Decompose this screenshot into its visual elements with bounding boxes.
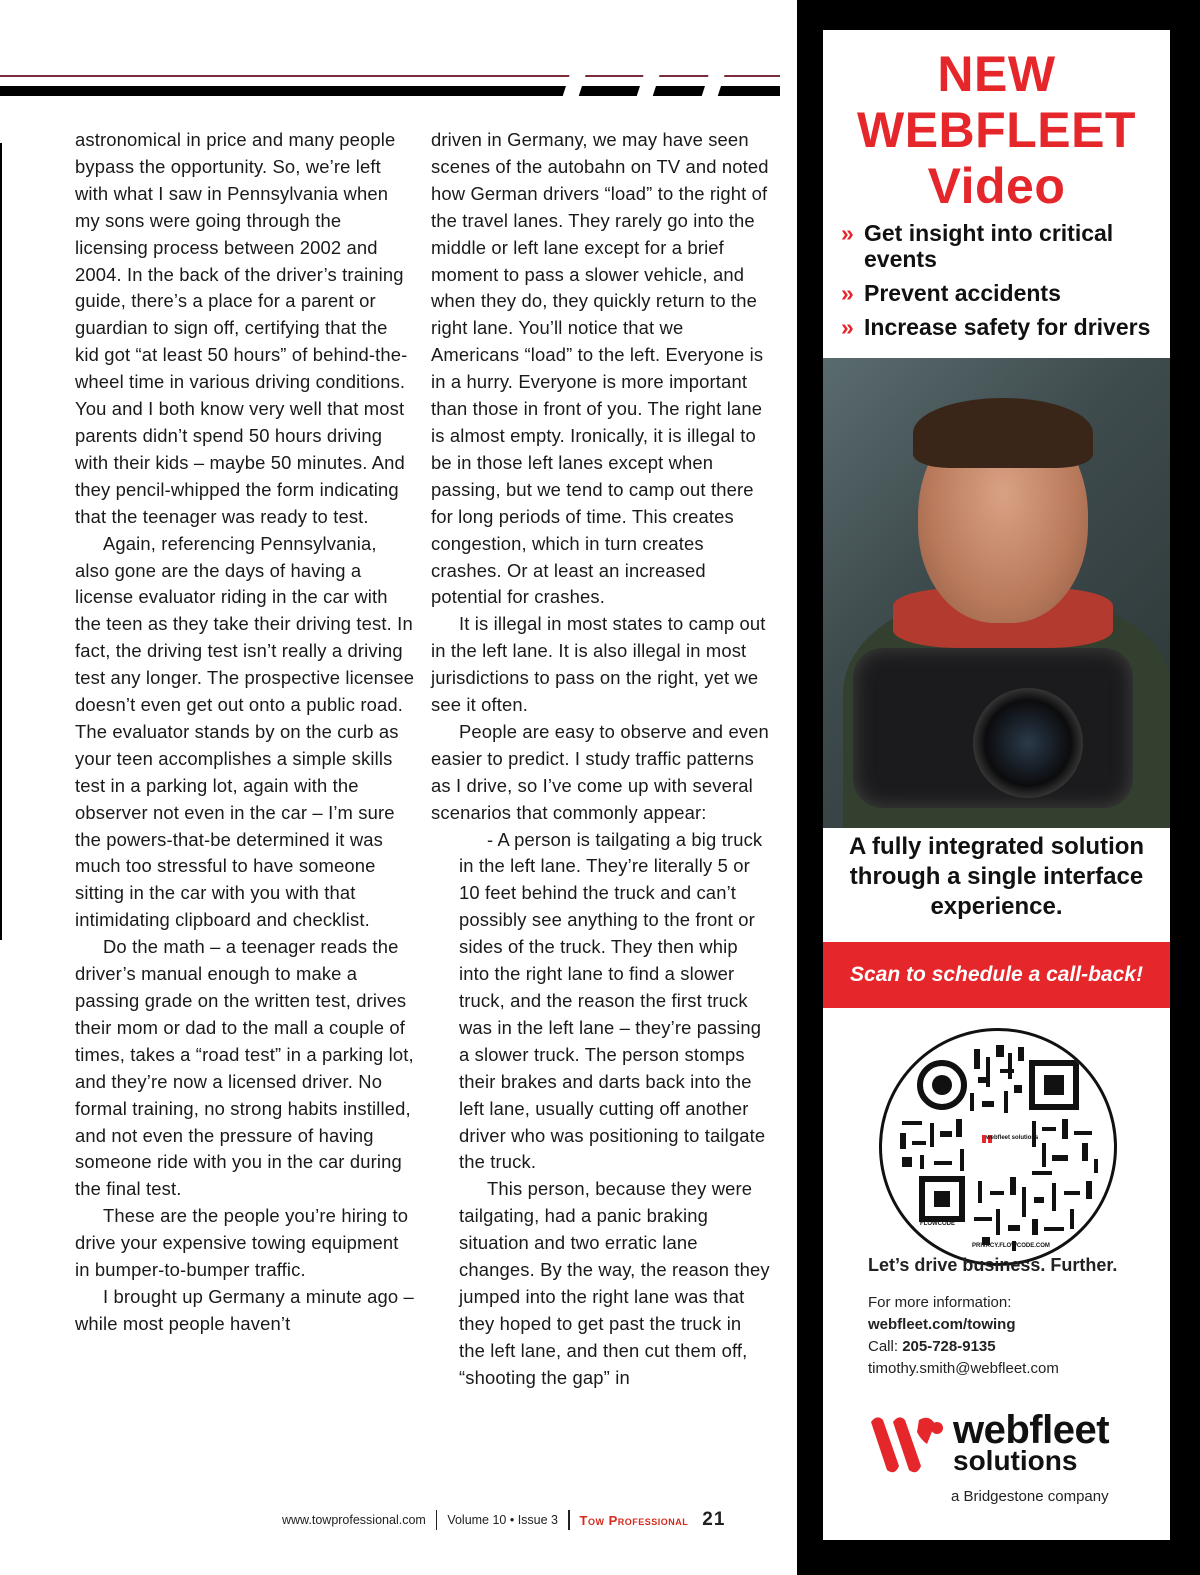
ad-phone[interactable]: 205-728-9135 (902, 1338, 996, 1355)
ad-tagline: A fully integrated solution through a single interface experience. (848, 833, 1145, 920)
qr-corner-label: FLOWCODE (920, 1221, 955, 1227)
paragraph: It is illegal in most states to camp out in the left lane. It is also illegal in most jurisdictions to pass on the right, yet we see it often. (431, 613, 766, 716)
webfleet-advertisement[interactable] (823, 30, 1170, 1540)
footer-divider (568, 1510, 570, 1530)
article-column-2 (431, 127, 771, 1392)
ad-call-label: Call: (868, 1338, 899, 1355)
chevron-right-icon: » (841, 314, 854, 340)
scenario-paragraph (431, 1176, 771, 1391)
ad-bullet-list (841, 220, 1166, 348)
footer-divider (436, 1510, 438, 1530)
chevron-right-icon: » (841, 220, 854, 246)
article-column-1 (75, 127, 415, 1338)
photo-hair (913, 398, 1093, 468)
paragraph: Again, referencing Pennsylvania, also gone are the days of having a license evaluator riding in the car with the teen as they take their driving test. In fact, the driving test isn’t really a driving test any longer. The prospective licensee doesn’t even get out onto a public road. The evaluator stands by on the curb as your teen accomplishes a simple skills test in a parking lot, again with the observer not even in the car – I’m sure the powers-that-be determined it was much too stressful to have someone sitting in the car with you with that intimidating clipboard and checklist. (75, 532, 415, 931)
logo-subline: a Bridgestone company (951, 1488, 1109, 1505)
webfleet-logo-icon (869, 1414, 945, 1478)
ad-headline (823, 46, 1170, 214)
header-rule-thick (0, 86, 780, 96)
ad-bullet (841, 220, 1166, 272)
ad-slogan: Let’s drive business. Further. (868, 1255, 1118, 1275)
footer-brand: Tow Professional (579, 1512, 689, 1528)
header-rule-thin (0, 75, 780, 77)
paragraph: astronomical in price and many people bypass the opportunity. So, we’re left with what I saw in Pennsylvania when my sons were going through the licensing process between 2002 and 2004. In the back of the driver’s training guide, there’s a place for a parent or guardian to sign off, certifying that the kid got “at least 50 hours” of behind-the-wheel time in various driving conditions. You and I both know very well that most parents didn’t spend 50 hours driving with their kids – maybe 50 minutes. And they pencil-whipped the form indicating that the teenager was ready to test. (75, 129, 408, 527)
ad-info-label: For more information: (868, 1294, 1012, 1311)
ad-contact-block (868, 1255, 1158, 1380)
paragraph: Do the math – a teenager reads the driver’s manual enough to make a passing grade on the written test, drives their mom or dad to the mall a couple of times, takes a “road test” in a parking lot, and they’re now a licensed driver. No formal training, no strong habits instilled, and not even the pressure of having someone ride with you in the car during the final test. (75, 936, 414, 1200)
footer-website-link[interactable]: www.towprofessional.com (282, 1513, 426, 1527)
ad-url-link[interactable]: webfleet.com/towing (868, 1316, 1016, 1333)
webfleet-logo (869, 1410, 1159, 1520)
ad-headline-line: NEW (937, 46, 1056, 102)
paragraph: driven in Germany, we may have seen scenes of the autobahn on TV and noted how German drivers “load” to the right of the travel lanes. They rarely go into the middle or left lane except for a brief moment to pass a slower vehicle, and when they do, they quickly return to the right lane. You’ll notice that we Americans “load” to the left. Everyone is in a hurry. Everyone is more important than those in front of you. The right lane is almost empty. Ironically, it is illegal to be in those left lanes except when passing, but we tend to camp out there for long periods of time. This creates congestion, which in turn creates crashes. Or at least an increased potential for crashes. (431, 129, 769, 608)
ad-photo-driver-with-dashcam (823, 358, 1170, 828)
scenario-paragraph (431, 827, 771, 1177)
ad-bullet-text: Prevent accidents (864, 280, 1061, 306)
chevron-right-icon: » (841, 280, 854, 306)
ad-phone-line (868, 1336, 1158, 1358)
scenario-text: This person, because they were tailgating, had a panic braking situation and two erratic lane changes. By the way, the reason they jumped into the right lane was that they hoped to get past the truck in the left lane, and then cut them off, “shooting the gap” in (459, 1178, 770, 1388)
logo-word-solutions: solutions (953, 1445, 1078, 1476)
page-number: 21 (702, 1509, 726, 1530)
logo-word-webfleet: webfleet (953, 1408, 1110, 1452)
paragraph: People are easy to observe and even easier to predict. I study traffic patterns as I drive, so I’ve come up with several scenarios that commonly appear: (431, 720, 769, 823)
ad-email-link[interactable]: timothy.smith@webfleet.com (868, 1360, 1059, 1377)
ad-bullet (841, 314, 1166, 340)
qr-center-label: webfleet solutions (986, 1135, 1039, 1141)
ad-bullet (841, 280, 1166, 306)
qr-code-icon[interactable] (879, 1028, 1117, 1266)
ad-scan-banner: Scan to schedule a call-back! (823, 942, 1170, 1008)
ad-headline-line: Video (927, 158, 1066, 214)
scenario-text: - A person is tailgating a big truck in the left lane. They’re literally 5 or 10 feet behind the truck and can’t possibly see anything to the front or sides of the truck. They then whip into the right lane to find a slower truck, and the reason the first truck was in the left lane – they’re passing a slower truck. The person stomps their brakes and darts back into the left lane, usually cutting off another driver who was positioning to tailgate the truck. (459, 828, 766, 1173)
left-margin-bar (0, 143, 2, 940)
qr-pattern (882, 1031, 1114, 1263)
dashcam-lens (973, 688, 1083, 798)
ad-headline-line: WEBFLEET (857, 102, 1136, 158)
paragraph: I brought up Germany a minute ago – while most people haven’t (75, 1285, 414, 1334)
ad-bullet-text: Get insight into critical events (864, 220, 1114, 272)
page-footer (282, 1508, 725, 1532)
ad-bullet-text: Increase safety for drivers (864, 314, 1151, 340)
footer-issue: Volume 10 • Issue 3 (447, 1513, 559, 1527)
paragraph: These are the people you’re hiring to drive your expensive towing equipment in bumper-to-bumper traffic. (75, 1205, 409, 1281)
qr-privacy-label: PRIVACY.FLOWCODE.COM (972, 1243, 1050, 1249)
